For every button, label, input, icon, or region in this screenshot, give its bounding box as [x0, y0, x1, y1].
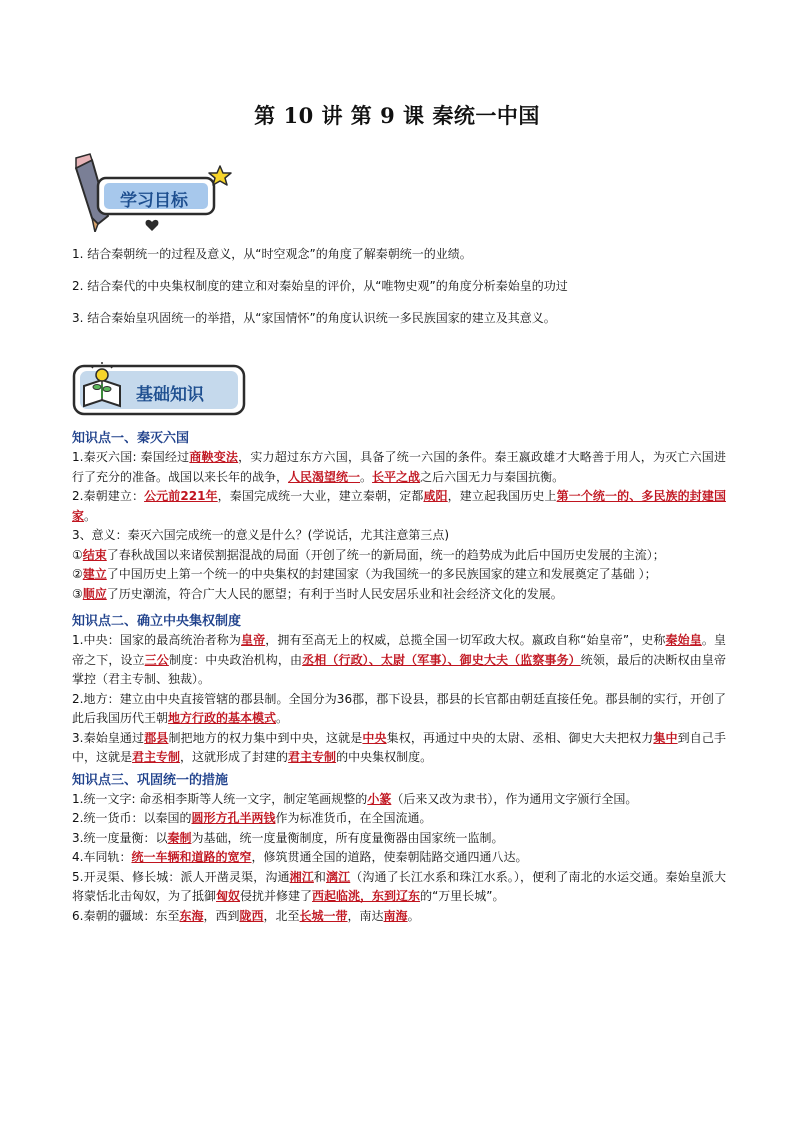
key-term: 三公 [144, 652, 169, 667]
text-run: 2.统一货币：以秦国的 [72, 811, 192, 825]
key-term: 东海 [179, 908, 204, 923]
text-run: ，西到 [203, 908, 240, 923]
text-run: 3.统一度量衡：以 [72, 830, 168, 845]
key-term: 君主专制 [132, 750, 181, 764]
key-term: 人民渴望统一 [288, 469, 361, 484]
knowledge-paragraph [72, 729, 726, 768]
text-run: 5.开灵渠、修长城：派人开凿灵渠，沟通 [72, 869, 290, 884]
text-run: 。 [360, 469, 373, 484]
knowledge-paragraph [72, 487, 726, 526]
key-term: 公元前221年 [144, 489, 218, 503]
knowledge-paragraph [72, 809, 726, 829]
text-run: ，这就形成了封建的 [180, 750, 289, 764]
basics-label: 基础知识 [136, 385, 204, 405]
text-run: 6.秦朝的疆域：东至 [72, 908, 180, 923]
text-run: 统领，最后的决断权由皇帝掌控（君主专制、独裁）。 [72, 652, 726, 686]
text-run: 2.地方：建立由中央直接管辖的郡县制。全国分为36郡，郡下设县，郡县的长官都由朝廷直接任免。郡县制的实行，开创了此后我国历代王朝 [72, 691, 726, 725]
text-run: （沟通了长江水系和珠江水系。），便利了南北的水运交通。秦始皇派大将蒙恬北击匈奴，为了抵御 [72, 869, 726, 903]
key-term: 秦始皇 [665, 633, 702, 647]
key-term: 皇帝 [241, 633, 266, 647]
page-title: 第 10 讲 第 9 课 秦统一中国 [254, 103, 540, 128]
knowledge-paragraph [72, 690, 726, 729]
knowledge-paragraph [72, 907, 726, 927]
text-run: 。 [407, 908, 420, 923]
knowledge-paragraph [72, 565, 726, 585]
objective-item: 1. 结合秦朝统一的过程及意义，从“时空观念”的角度了解秦朝统一的业绩。 [72, 247, 472, 261]
text-run: 之后六国无力与秦国抗衡。 [420, 469, 565, 484]
key-term: 第一个统一的、多民族的封建国家 [72, 489, 726, 523]
text-run: 的中央集权制度。 [336, 750, 433, 764]
objectives-badge [64, 152, 234, 232]
text-run: ① [72, 547, 83, 562]
key-term: 小篆 [367, 791, 392, 806]
text-run: 2.秦朝建立： [72, 489, 145, 503]
heart-icon [146, 220, 159, 231]
key-term: 长城一带 [299, 908, 348, 923]
text-run: 的“万里长城”。 [420, 889, 505, 903]
text-run: 4.车同轨： [72, 850, 132, 864]
key-term: 匈奴 [216, 889, 241, 903]
text-run: 了春秋战国以来诸侯割据混战的局面（开创了统一的新局面，统一的趋势成为此后中国历史发展的主流）； [106, 547, 665, 562]
key-term: 南海 [383, 908, 408, 923]
key-term: 集中 [653, 730, 678, 745]
text-run: ，实力超过东方六国，具备了统一六国的条件。秦王嬴政雄才大略善于用人，为灭亡六国进行了充分的准备。战国以来长年的战争， [72, 450, 726, 484]
key-term: 长平之战 [372, 469, 421, 484]
knowledge-paragraph [72, 790, 726, 810]
key-term: 西起临洮，东到辽东 [312, 889, 421, 903]
text-run: ，建立起我国历史上 [447, 489, 557, 503]
text-run: 了中国历史上第一个统一的中央集权的封建国家（为我国统一的多民族国家的建立和发展奠定了基础 ）； [106, 567, 657, 581]
text-run: 。皇帝之下，设立 [72, 633, 726, 667]
text-run: 和 [313, 869, 326, 884]
text-run: 1.中央：国家的最高统治者称为 [72, 633, 242, 647]
key-term: 漓江 [326, 869, 351, 884]
knowledge-paragraph [72, 848, 726, 868]
text-run: 集权，再通过中央的太尉、丞相、御史大夫把权力 [386, 730, 654, 745]
objective-item: 3. 结合秦始皇巩固统一的举措，从“家国情怀”的角度认识统一多民族国家的建立及其意义。 [72, 311, 556, 325]
objectives-label: 学习目标 [120, 191, 188, 211]
section-title: 知识点一、秦灭六国 [72, 431, 190, 446]
text-run: 制把地方的权力集中到中央，这就是 [168, 730, 363, 745]
key-term: 地方行政的基本模式 [168, 711, 277, 725]
text-run: （后来又改为隶书），作为通用文字颁行全国。 [391, 791, 638, 806]
knowledge-paragraph [72, 868, 726, 907]
text-run: 3.秦始皇通过 [72, 730, 145, 745]
text-run: 制度：中央政治机构，由 [168, 652, 303, 667]
key-term: 咸阳 [423, 489, 448, 503]
objectives-list [72, 246, 732, 342]
text-run: ② [72, 567, 83, 581]
text-run: 侵扰并修建了 [240, 889, 313, 903]
key-term: 君主专制 [288, 750, 337, 764]
key-term: 圆形方孔半两钱 [191, 811, 276, 825]
knowledge-paragraph [72, 585, 726, 605]
section-title: 知识点二、确立中央集权制度 [72, 614, 242, 629]
text-run: 了历史潮流，符合广大人民的愿望；有利于当时人民安居乐业和社会经济文化的发展。 [106, 586, 563, 601]
text-run: 。 [276, 711, 289, 725]
text-run: ，北至 [263, 908, 300, 923]
text-run: ，秦国完成统一大业，建立秦朝，定都 [217, 489, 424, 503]
text-run: 为基础，统一度量衡制度，所有度量衡器由国家统一监制。 [191, 830, 504, 845]
key-term: 湘江 [289, 869, 314, 884]
key-term: 郡县 [144, 730, 169, 745]
text-run: ，南达 [347, 908, 384, 923]
text-run: ，拥有至高无上的权威，总揽全国一切军政大权。嬴政自称“始皇帝”，史称 [265, 633, 666, 647]
basics-badge [72, 362, 248, 422]
key-term: 建立 [82, 567, 107, 581]
key-term: 顺应 [82, 586, 107, 601]
key-term: 中央 [362, 730, 387, 745]
text-run: 作为标准货币，在全国流通。 [275, 811, 432, 825]
text-run: 3、意义：秦灭六国完成统一的意义是什么？(学说话，尤其注意第三点) [72, 528, 450, 542]
objective-item: 2. 结合秦代的中央集权制度的建立和对秦始皇的评价，从“唯物史观”的角度分析秦始皇的功过 [72, 279, 568, 293]
key-term: 商鞅变法 [189, 450, 239, 464]
text-run: 1.秦灭六国: 秦国经过 [72, 450, 190, 464]
knowledge-paragraph [72, 526, 726, 546]
key-term: 陇西 [239, 908, 264, 923]
key-term: 结束 [82, 547, 107, 562]
section-title: 知识点三、巩固统一的措施 [72, 772, 229, 788]
knowledge-paragraph [72, 829, 726, 849]
text-run: ，修筑贯通全国的道路，使秦朝陆路交通四通八达。 [251, 850, 528, 864]
text-run: 1.统一文字: 命丞相李斯等人统一文字，制定笔画规整的 [72, 791, 368, 806]
key-term: 秦制 [167, 830, 192, 845]
knowledge-paragraph [72, 448, 726, 487]
key-term: 丞相（行政）、太尉（军事）、御史大夫（监察事务） [302, 652, 581, 667]
knowledge-paragraph [72, 546, 726, 566]
text-run: 到自己手中，这就是 [72, 730, 726, 764]
text-run: ③ [72, 586, 83, 601]
text-run: 。 [84, 508, 97, 523]
knowledge-content [72, 430, 726, 926]
knowledge-paragraph [72, 631, 726, 690]
key-term: 统一车辆和道路的宽窄 [131, 850, 252, 864]
